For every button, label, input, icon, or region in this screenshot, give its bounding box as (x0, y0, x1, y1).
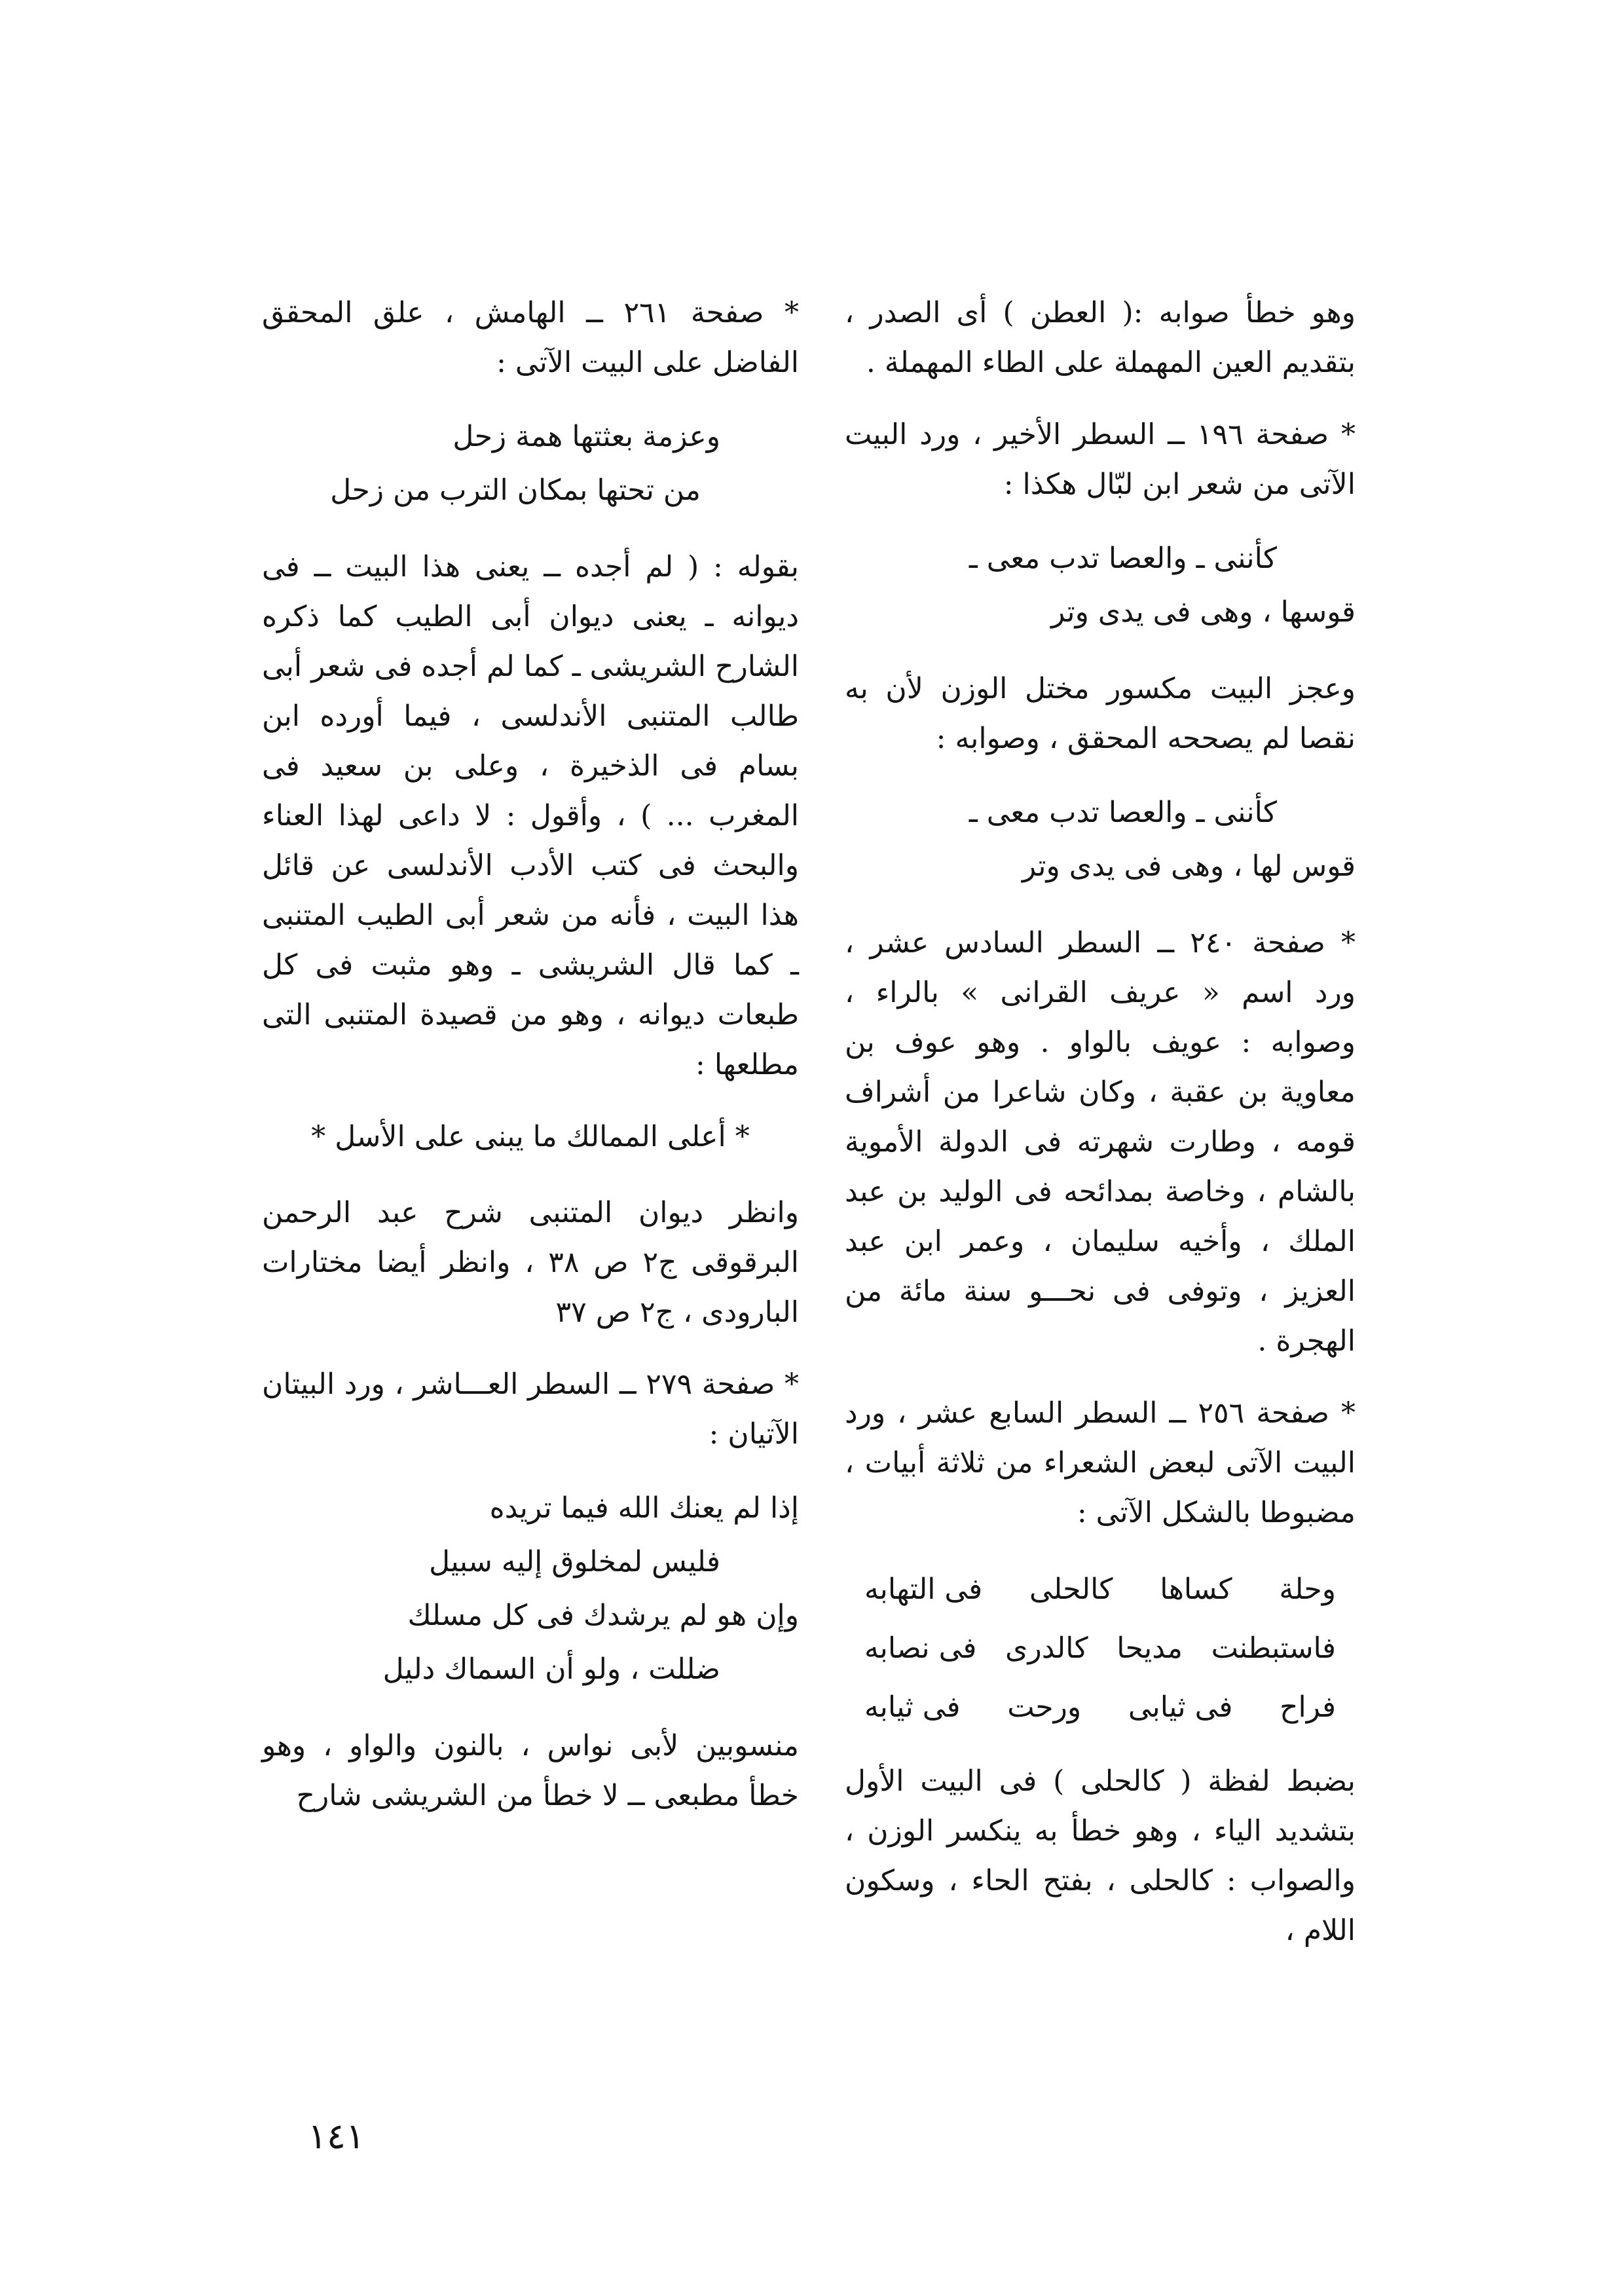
verse-word: كالدرى (1005, 1632, 1088, 1665)
verse-word: وحلة (1279, 1573, 1336, 1606)
verse-line: ضللت ، ولو أن السماك دليل (382, 1652, 720, 1686)
verse-line: من تحتها بمكان الترب من زحل (330, 474, 701, 507)
left-column (262, 288, 799, 1843)
verse-title-line: * أعلى الممالك ما يبنى على الأسل * (311, 1120, 750, 1153)
paragraph: بضبط لفظة ( كالحلى ) فى البيت الأول بتشديد الياء ، وهو خطأ به ينكسر الوزن ، والصواب : كالحلى ، بفتح الحاء ، وسكون اللام ، (845, 1764, 1356, 1947)
verse-word: مديحا (1116, 1632, 1183, 1665)
paragraph: * صفحة ٢٤٠ ــ السطر السادس عشر ، ورد اسم « عريف القرانى » بالراء ، وصوابه : عويف بالواو . وهو عوف بن معاوية بن عقبة ، وكان شاعرا من أشراف قومه ، وطارت شهرته فى الدولة الأموية بالشام ، وخاصة بمدائحه فى الوليد بن عبد الملك ، وأخيه سليمان ، وعمر ابن عبد العزيز ، وتوفى فى نحـــو سنة مائة من الهجرة . (845, 926, 1356, 1358)
verse-word: ورحت (1007, 1690, 1082, 1724)
verse-line: وعزمة بعثتها همة زحل (452, 420, 720, 453)
verse-row (845, 1619, 1356, 1678)
paragraph: * صفحة ١٩٦ ــ السطر الأخير ، ورد البيت الآتى من شعر ابن لبّال هكذا : (845, 418, 1356, 501)
verse (845, 786, 1356, 893)
verse-row (845, 1678, 1356, 1737)
verse-line: كأننى ـ والعصا تدب معى ـ (969, 796, 1277, 829)
verse-line: قوس لها ، وهى فى يدى وتر (1022, 849, 1356, 883)
verse-word: فى نصابه (864, 1632, 977, 1665)
verse-word: فراح (1280, 1690, 1336, 1724)
verse-line: قوسها ، وهى فى يدى وتر (1051, 595, 1356, 629)
paragraph: * صفحة ٢٧٩ ــ السطر العـــاشر ، ورد البيتان الآتيان : (262, 1368, 799, 1451)
verse-line: كأننى ـ والعصا تدب معى ـ (969, 542, 1277, 575)
paragraph: وهو خطأ صوابه :( العطن ) أى الصدر ، بتقديم العين المهملة على الطاء المهملة . (845, 296, 1356, 379)
verse-row (845, 1560, 1356, 1619)
verse (262, 1482, 799, 1696)
verse-word: فاستبطنت (1211, 1632, 1336, 1665)
verse-word: كساها (1160, 1573, 1232, 1606)
verse-word: فى ثيابى (1128, 1690, 1233, 1724)
page-number: ١٤١ (308, 2116, 365, 2157)
right-column (845, 288, 1356, 1978)
verse-triplet (845, 1560, 1356, 1737)
verse (845, 532, 1356, 639)
verse (262, 410, 799, 517)
paragraph: * صفحة ٢٦١ ــ الهامش ، علق المحقق الفاضل على البيت الآتى : (262, 296, 799, 379)
verse-line: فليس لمخلوق إليه سبيل (429, 1545, 720, 1578)
verse-line: إذا لم يعنك الله فيما تريده (489, 1491, 799, 1525)
verse-word: كالحلى (1029, 1573, 1113, 1606)
paragraph: بقوله : ( لم أجده ــ يعنى هذا البيت ــ فى ديوانه ـ يعنى ديوان أبى الطيب كما ذكره الشارح الشريشى ـ كما لم أجده فى شعر أبى طالب المتنبى الأندلسى ، فيما أورده ابن بسام فى الذخيرة ، وعلى بن سعيد فى المغرب ... ) ، وأقول : لا داعى لهذا العناء والبحث فى كتب الأدب الأندلسى عن قائل هذا البيت ، فأنه من شعر أبى الطيب المتنبى ـ كما قال الشريشى ـ وهو مثبت فى كل طبعات ديوانه ، وهو من قصيدة المتنبى التى مطلعها : (262, 550, 799, 1081)
paragraph: * صفحة ٢٥٦ ــ السطر السابع عشر ، ورد البيت الآتى لبعض الشعراء من ثلاثة أبيات ، مضبوطا بالشكل الآتى : (845, 1396, 1356, 1529)
paragraph: وانظر ديوان المتنبى شرح عبد الرحمن البرقوقى ج٢ ص ٣٨ ، وانظر أيضا مختارات البارودى ، ج٢ ص ٣٧ (262, 1196, 800, 1329)
paragraph: وعجز البيت مكسور مختل الوزن لأن به نقصا لم يصححه المحقق ، وصوابه : (845, 672, 1356, 755)
verse-word: فى التهابه (864, 1573, 983, 1606)
verse-line: وإن هو لم يرشدك فى كل مسلك (407, 1599, 799, 1632)
paragraph: منسوبين لأبى نواس ، بالنون والواو ، وهو خطأ مطبعى ــ لا خطأ من الشريشى شارح (262, 1729, 799, 1812)
verse-word: فى ثيابه (864, 1690, 961, 1724)
